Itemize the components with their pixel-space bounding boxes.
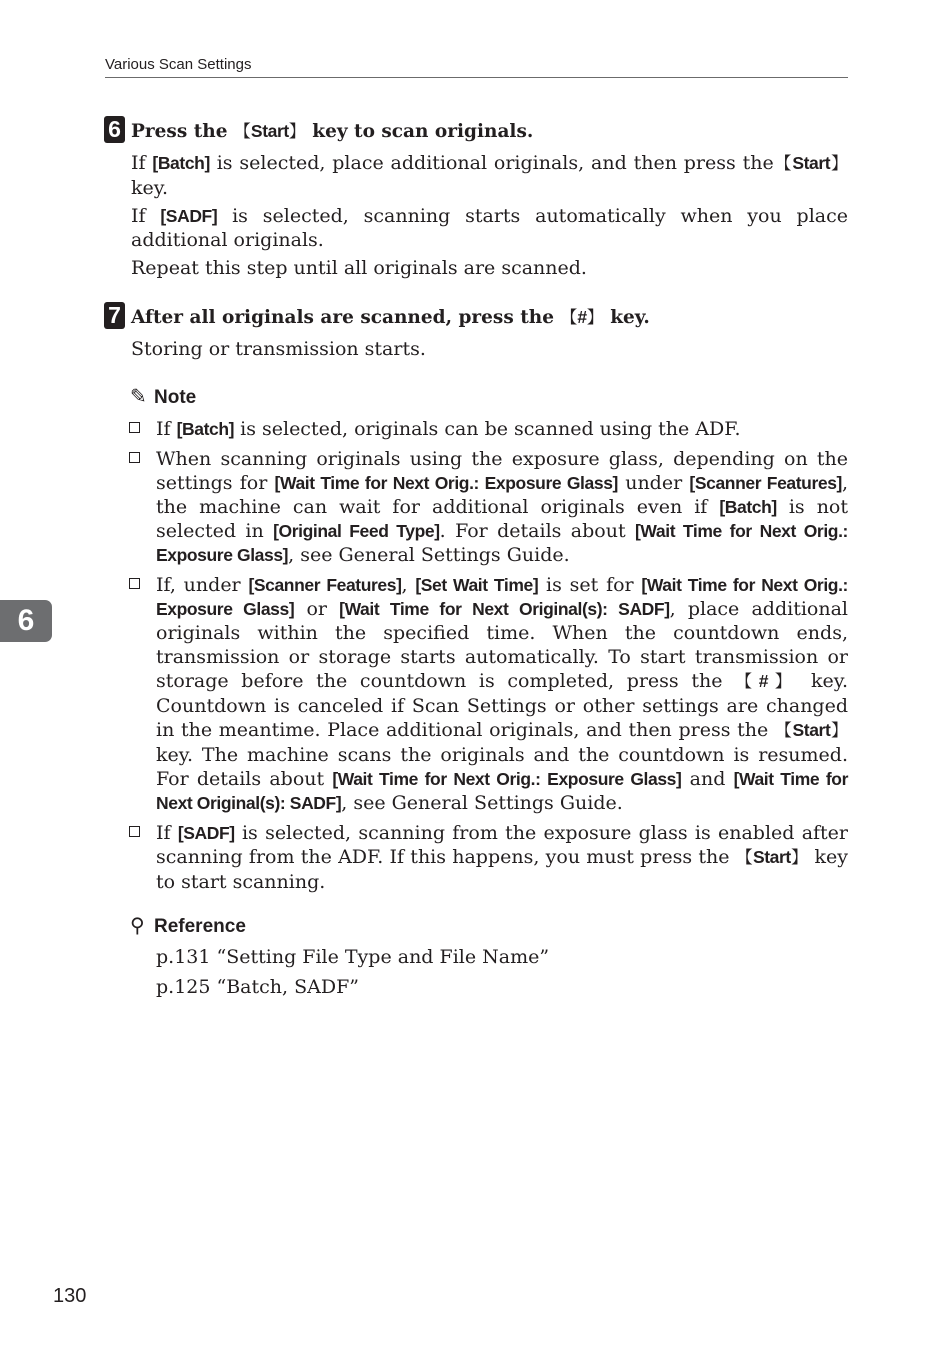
step-body (104, 151, 848, 280)
running-header (105, 56, 848, 78)
reference-list (104, 944, 848, 1000)
running-title: Various Scan Settings (105, 56, 252, 73)
start-key: Start (250, 121, 289, 141)
start-key: Start (752, 847, 791, 867)
page-number: 130 (53, 1285, 87, 1307)
list-item: When scanning originals using the exposure glass, depending on the settings for [Wait Time for Next Orig.: Exposure Glass] under [Scanner Features], the machine can wait for additional originals even if [Batch] is not selected in [Original Feed Type]. For details about [Wait Time for Next Orig.: Exposure Glass], see General Settings Guide. (156, 447, 848, 567)
list-item: If, under [Scanner Features], [Set Wait Time] is set for [Wait Time for Next Orig.: Exposure Glass] or [Wait Time for Next Original(s): SADF], place additional originals within the specified time. When the countdown ends, transmission or storage starts automatically. To start transmission or storage before the countdown is completed, press the 【#】 key. Countdown is canceled if Scan Settings or other settings are changed in the meantime. Place additional originals, and then press the 【Start】 key. The machine scans the originals and the countdown is resumed. For details about [Wait Time for Next Orig.: Exposure Glass] and [Wait Time for Next Original(s): SADF], see General Settings Guide. (156, 573, 848, 815)
checkbox-bullet-icon (129, 578, 140, 589)
list-item: If [SADF] is selected, scanning from the exposure glass is enabled after scanning from the ADF. If this happens, you must press the 【Start】 key to start scanning. (156, 821, 848, 894)
note-list (104, 417, 848, 894)
step-6 (104, 116, 848, 280)
hash-key: # (758, 671, 769, 691)
checkbox-bullet-icon (129, 422, 140, 433)
reference-heading: ⚲ Reference (130, 913, 246, 937)
step-7 (104, 302, 848, 361)
ui-label: [SADF] (160, 206, 218, 226)
reference-link[interactable]: p.125 “Batch, SADF” (156, 976, 359, 998)
checkbox-bullet-icon (129, 826, 140, 837)
start-key: Start (792, 720, 831, 740)
checkbox-bullet-icon (129, 452, 140, 463)
pencil-icon: ✎ (130, 384, 147, 408)
step-number-badge: 7 (104, 302, 125, 329)
paragraph: Repeat this step until all originals are scanned. (131, 257, 587, 279)
step-body (104, 337, 848, 361)
step-title: After all originals are scanned, press the 【#】 key. (131, 307, 650, 328)
start-key: Start (792, 153, 831, 173)
step-number-badge: 6 (104, 116, 125, 143)
paragraph: If [Batch] is selected, place additional originals, and then press the【Start】key. (131, 152, 849, 199)
list-item: If [Batch] is selected, originals can be scanned using the ADF. (156, 417, 848, 441)
note-heading: ✎ Note (130, 384, 197, 408)
page-content (104, 116, 848, 1000)
magnifier-icon: ⚲ (130, 913, 145, 937)
step-title: Press the 【Start】 key to scan originals. (131, 121, 534, 142)
chapter-tab: 6 (0, 600, 52, 642)
paragraph: Storing or transmission starts. (131, 338, 426, 360)
paragraph: If [SADF] is selected, scanning starts automatically when you place additional originals. (131, 205, 848, 251)
reference-link[interactable]: p.131 “Setting File Type and File Name” (156, 946, 550, 968)
hash-key: # (577, 307, 587, 327)
ui-label: [Batch] (152, 153, 210, 173)
